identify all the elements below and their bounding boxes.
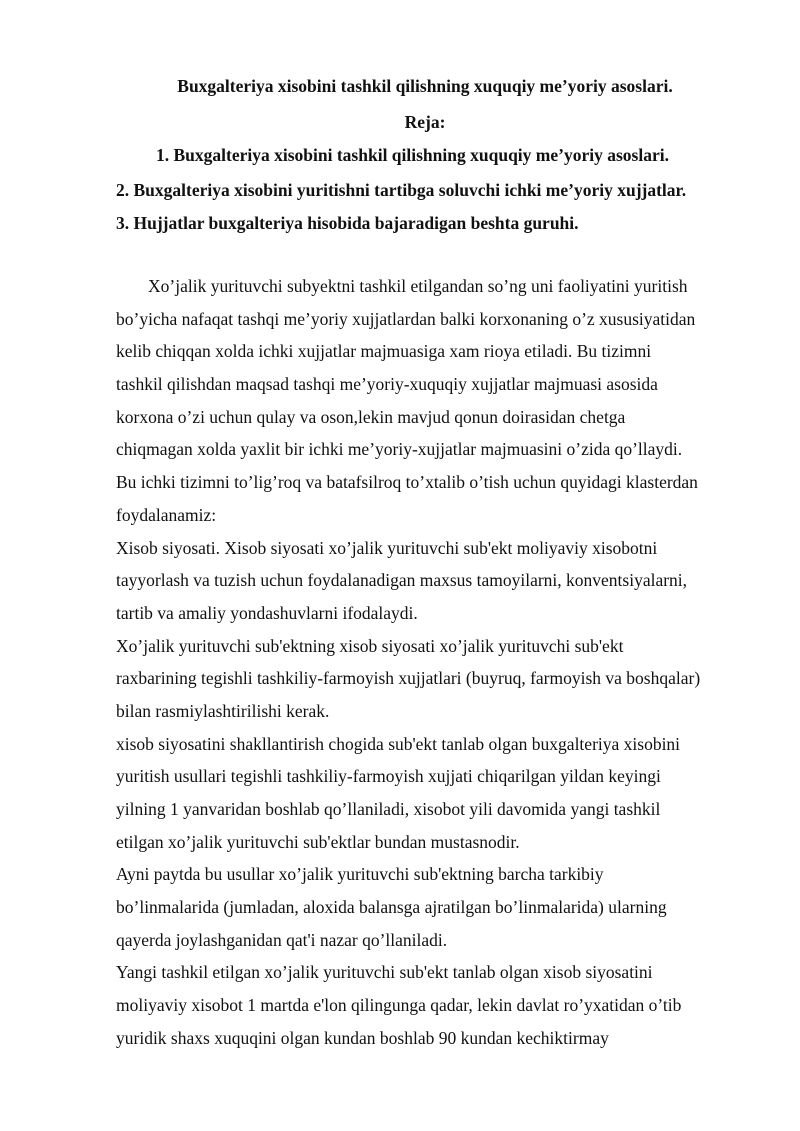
body-line: bo’yicha nafaqat tashqi me’yoriy xujjatlardan balki korxonaning o’z xususiyatidan	[116, 308, 696, 329]
body-line: korxona o’zi uchun qulay va oson,lekin mavjud qonun doirasidan chetga	[116, 406, 626, 427]
body-text	[116, 270, 756, 1055]
body-line: moliyaviy xisobot 1 martda e'lon qilingunga qadar, lekin davlat ro’yxatidan o’tib	[116, 995, 682, 1016]
body-line: kelib chiqqan xolda ichki xujjatlar majmuasiga xam rioya etiladi. Bu tizimni	[116, 341, 652, 362]
body-line: Yangi tashkil etilgan xo’jalik yurituvchi sub'ekt tanlab olgan xisob siyosatini	[116, 962, 653, 983]
body-line: etilgan xo’jalik yurituvchi sub'ektlar bundan mustasnodir.	[116, 831, 520, 852]
body-line: Xisob siyosati. Xisob siyosati xo’jalik yurituvchi sub'ekt moliyaviy xisobotni	[116, 537, 658, 558]
body-line: Xo’jalik yurituvchi sub'ektning xisob siyosati xo’jalik yurituvchi sub'ekt	[116, 635, 624, 656]
body-line: foydalanamiz:	[116, 504, 217, 525]
document-title: Buxgalteriya xisobini tashkil qilishning xuquqiy me’yoriy asoslari.	[177, 76, 673, 96]
body-line: chiqmagan xolda yaxlit bir ichki me’yoriy-xujjatlar majmuasini o’zida qo’llaydi.	[116, 439, 683, 460]
plan-item-2: 2. Buxgalteriya xisobini yuritishni tartibga soluvchi ichki me’yoriy xujjatlar.	[116, 180, 687, 200]
body-line: yuritish usullari tegishli tashkiliy-farmoyish xujjati chiqarilgan yildan keyingi	[116, 766, 661, 787]
body-line: tayyorlash va tuzish uchun foydalanadigan maxsus tamoyilarni, konventsiyalarni,	[116, 570, 688, 591]
body-line: Bu ichki tizimni to’lig’roq va batafsilroq to’xtalib o’tish uchun quyidagi klasterdan	[116, 472, 698, 493]
plan-heading: Reja:	[404, 112, 446, 132]
body-line: Ayni paytda bu usullar xo’jalik yurituvchi sub'ektning barcha tarkibiy	[116, 864, 604, 885]
body-line: yilning 1 yanvaridan boshlab qo’llaniladi, xisobot yili davomida yangi tashkil	[116, 799, 661, 819]
plan-item-1: 1. Buxgalteriya xisobini tashkil qilishning xuquqiy me’yoriy asoslari.	[156, 145, 669, 165]
body-line: yuridik shaxs xuquqini olgan kundan boshlab 90 kundan kechiktirmay	[116, 1027, 609, 1048]
body-line: tartib va amaliy yondashuvlarni ifodalaydi.	[116, 602, 418, 623]
body-line: bilan rasmiylashtirilishi kerak.	[116, 700, 330, 721]
body-line: bo’linmalarida (jumladan, aloxida balansga ajratilgan bo’linmalarida) ularning	[116, 897, 667, 918]
body-line: xisob siyosatini shakllantirish chogida sub'ekt tanlab olgan buxgalteriya xisobini	[116, 733, 681, 754]
body-line: tashkil qilishdan maqsad tashqi me’yoriy-xuquqiy xujjatlar majmuasi asosida	[116, 374, 658, 395]
body-line: qayerda joylashganidan qat'i nazar qo’llaniladi.	[116, 929, 448, 950]
plan-item-3: 3. Hujjatlar buxgalteriya hisobida bajaradigan beshta guruhi.	[116, 213, 579, 233]
body-line: Xo’jalik yurituvchi subyektni tashkil etilgandan so’ng uni faoliyatini yuritish	[148, 276, 688, 296]
body-line: raxbarining tegishli tashkiliy-farmoyish xujjatlari (buyruq, farmoyish va boshqalar)	[116, 668, 701, 689]
